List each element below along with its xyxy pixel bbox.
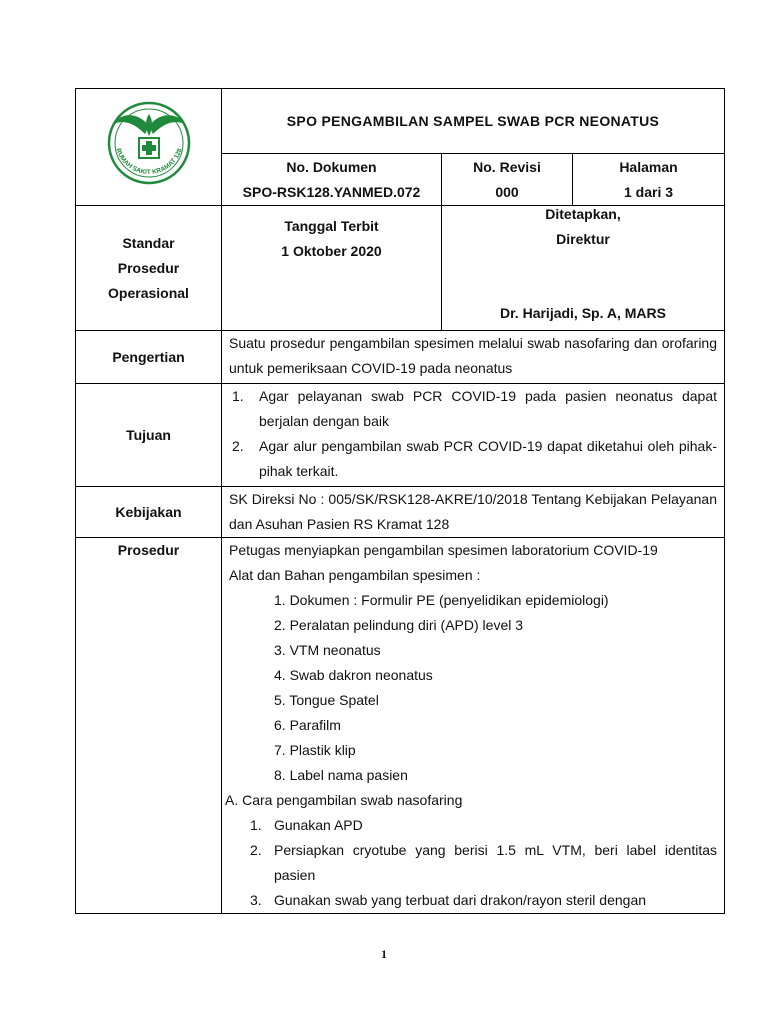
prosedur-label: Prosedur xyxy=(76,538,222,914)
list-item: 1. Dokumen : Formulir PE (penyelidikan epidemiologi) xyxy=(274,592,609,608)
no-revisi-label: No. Revisi xyxy=(473,158,541,175)
spo-label-line1: Standar xyxy=(122,234,175,251)
list-item: 1. Agar pelayanan swab PCR COVID-19 pada pasien neonatus dapat berjalan dengan baik xyxy=(232,388,717,429)
list-item: 6. Parafilm xyxy=(274,717,341,733)
no-revisi-cell xyxy=(442,154,573,206)
list-item: 4. Swab dakron neonatus xyxy=(274,667,433,683)
no-dokumen-cell xyxy=(222,154,442,206)
document-title: SPO PENGAMBILAN SAMPEL SWAB PCR NEONATUS xyxy=(222,89,725,154)
list-item: 7. Plastik klip xyxy=(274,742,356,758)
list-item: 5. Tongue Spatel xyxy=(274,692,379,708)
pengertian-text: Suatu prosedur pengambilan spesimen melalui swab nasofaring dan orofaring untuk pemeriksaan COVID-19 pada neonatus xyxy=(222,331,725,384)
tanggal-terbit-value: 1 Oktober 2020 xyxy=(281,243,382,259)
list-item: 2. Peralatan pelindung diri (APD) level 3 xyxy=(274,617,524,633)
tanggal-terbit-cell xyxy=(222,206,442,331)
ditetapkan-label: Ditetapkan, xyxy=(545,206,621,222)
tujuan-label: Tujuan xyxy=(76,384,222,487)
halaman-value: 1 dari 3 xyxy=(623,183,674,200)
spo-document xyxy=(75,88,724,908)
pengertian-label: Pengertian xyxy=(76,331,222,384)
list-item: 2. Persiapkan cryotube yang berisi 1.5 mL VTM, beri label identitas pasien xyxy=(250,842,717,883)
prosedur-intro-2: Alat dan Bahan pengambilan spesimen : xyxy=(229,567,481,583)
steps-list xyxy=(222,813,717,913)
prosedur-intro-1: Petugas menyiapkan pengambilan spesimen laboratorium COVID-19 xyxy=(229,542,658,558)
list-item: 2. Agar alur pengambilan swab PCR COVID-19 dapat diketahui oleh pihak-pihak terkait. xyxy=(232,438,717,479)
direktur-label: Direktur xyxy=(556,231,610,247)
logo-text: RUMAH SAKIT KRAMAT 128 xyxy=(113,147,184,177)
list-item: 1. Gunakan APD xyxy=(250,817,363,833)
page-number: 1 xyxy=(381,947,387,961)
tujuan-list xyxy=(222,384,717,484)
list-item: 3. VTM neonatus xyxy=(274,642,381,658)
halaman-cell xyxy=(573,154,725,206)
kebijakan-text: SK Direksi No : 005/SK/RSK128-AKRE/10/2018 Tentang Kebijakan Pelayanan dan Asuhan Pasien RS Kramat 128 xyxy=(222,487,725,538)
no-dokumen-value: SPO-RSK128.YANMED.072 xyxy=(242,183,421,200)
direktur-name: Dr. Harijadi, Sp. A, MARS xyxy=(500,305,666,321)
halaman-label: Halaman xyxy=(619,158,678,175)
tujuan-cell xyxy=(222,384,725,487)
no-revisi-value: 000 xyxy=(495,183,519,200)
spo-label-cell xyxy=(76,206,222,331)
list-item: 3. Gunakan swab yang terbuat dari drakon/rayon steril dengan xyxy=(250,892,647,908)
spo-label-line2: Prosedur xyxy=(117,259,180,276)
tanggal-terbit-label: Tanggal Terbit xyxy=(284,218,379,234)
no-dokumen-label: No. Dokumen xyxy=(286,158,377,175)
list-item: 8. Label nama pasien xyxy=(274,767,408,783)
bahan-list xyxy=(222,588,717,788)
hospital-logo xyxy=(101,100,197,186)
ditetapkan-cell xyxy=(442,206,725,331)
spo-table xyxy=(75,88,725,914)
spo-label-line3: Operasional xyxy=(108,284,189,301)
kebijakan-label: Kebijakan xyxy=(76,487,222,538)
logo-cell xyxy=(76,89,222,206)
prosedur-cell xyxy=(222,538,725,914)
section-a-heading: A. Cara pengambilan swab nasofaring xyxy=(225,792,463,808)
